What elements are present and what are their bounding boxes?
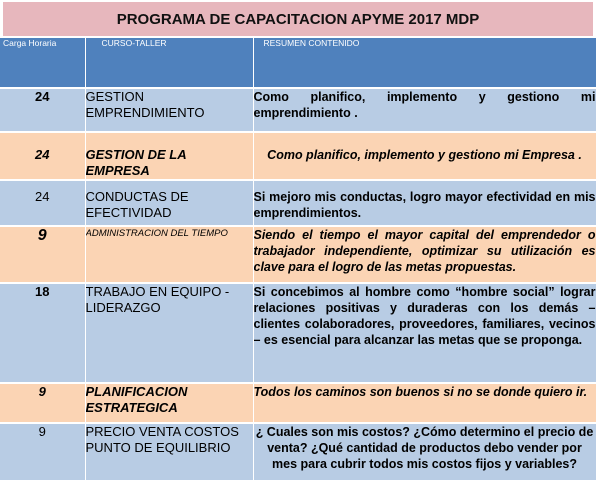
row-course: PRECIO VENTA COSTOS PUNTO DE EQUILIBRIO: [85, 423, 253, 481]
header-summary: RESUMEN CONTENIDO: [253, 38, 596, 88]
row-hours: 24: [0, 132, 85, 180]
row-hours: 18: [0, 283, 85, 383]
row-hours: 9: [0, 423, 85, 481]
row-summary: Todos los caminos son buenos si no se donde quiero ir.: [253, 383, 596, 423]
row-summary: Como planifico, implemento y gestiono mi Empresa .: [253, 132, 596, 180]
row-course: GESTION DE LA EMPRESA: [85, 132, 253, 180]
row-course: CONDUCTAS DE EFECTIVIDAD: [85, 180, 253, 226]
row-course: ADMINISTRACION DEL TIEMPO: [85, 226, 253, 283]
program-table: [0, 38, 596, 482]
row-summary: ¿ Cuales son mis costos? ¿Cómo determino el precio de venta? ¿Qué cantidad de productos debo vender por mes para cubrir todos mis costos fijos y variables?: [253, 423, 596, 481]
page-title: PROGRAMA DE CAPACITACION APYME 2017 MDP: [3, 2, 593, 36]
header-course: CURSO-TALLER: [85, 38, 253, 88]
table-row: [0, 283, 596, 383]
table-row: [0, 88, 596, 132]
table-header-row: [0, 38, 596, 88]
row-summary: Si concebimos al hombre como “hombre social” lograr relaciones positivas y duraderas con los demás – clientes colaboradores, proveedores, familiares, vecinos – es esencial para alcanzar las metas que se proponga.: [253, 283, 596, 383]
row-hours: 24: [0, 88, 85, 132]
row-course: PLANIFICACION ESTRATEGICA: [85, 383, 253, 423]
row-course: TRABAJO EN EQUIPO - LIDERAZGO: [85, 283, 253, 383]
table-row: [0, 180, 596, 226]
row-hours: 24: [0, 180, 85, 226]
row-hours: 9: [0, 226, 85, 283]
header-hours: Carga Horaria: [0, 38, 85, 88]
row-summary: Como planifico, implemento y gestiono mi emprendimiento .: [253, 88, 596, 132]
table-row: [0, 226, 596, 283]
row-hours: 9: [0, 383, 85, 423]
table-row: [0, 132, 596, 180]
row-course: GESTION EMPRENDIMIENTO: [85, 88, 253, 132]
table-row: [0, 423, 596, 481]
table-row: [0, 383, 596, 423]
row-summary: Siendo el tiempo el mayor capital del emprendedor o trabajador independiente, optimizar su utilización es clave para el logro de las metas propuestas.: [253, 226, 596, 283]
row-summary: Si mejoro mis conductas, logro mayor efectividad en mis emprendimientos.: [253, 180, 596, 226]
